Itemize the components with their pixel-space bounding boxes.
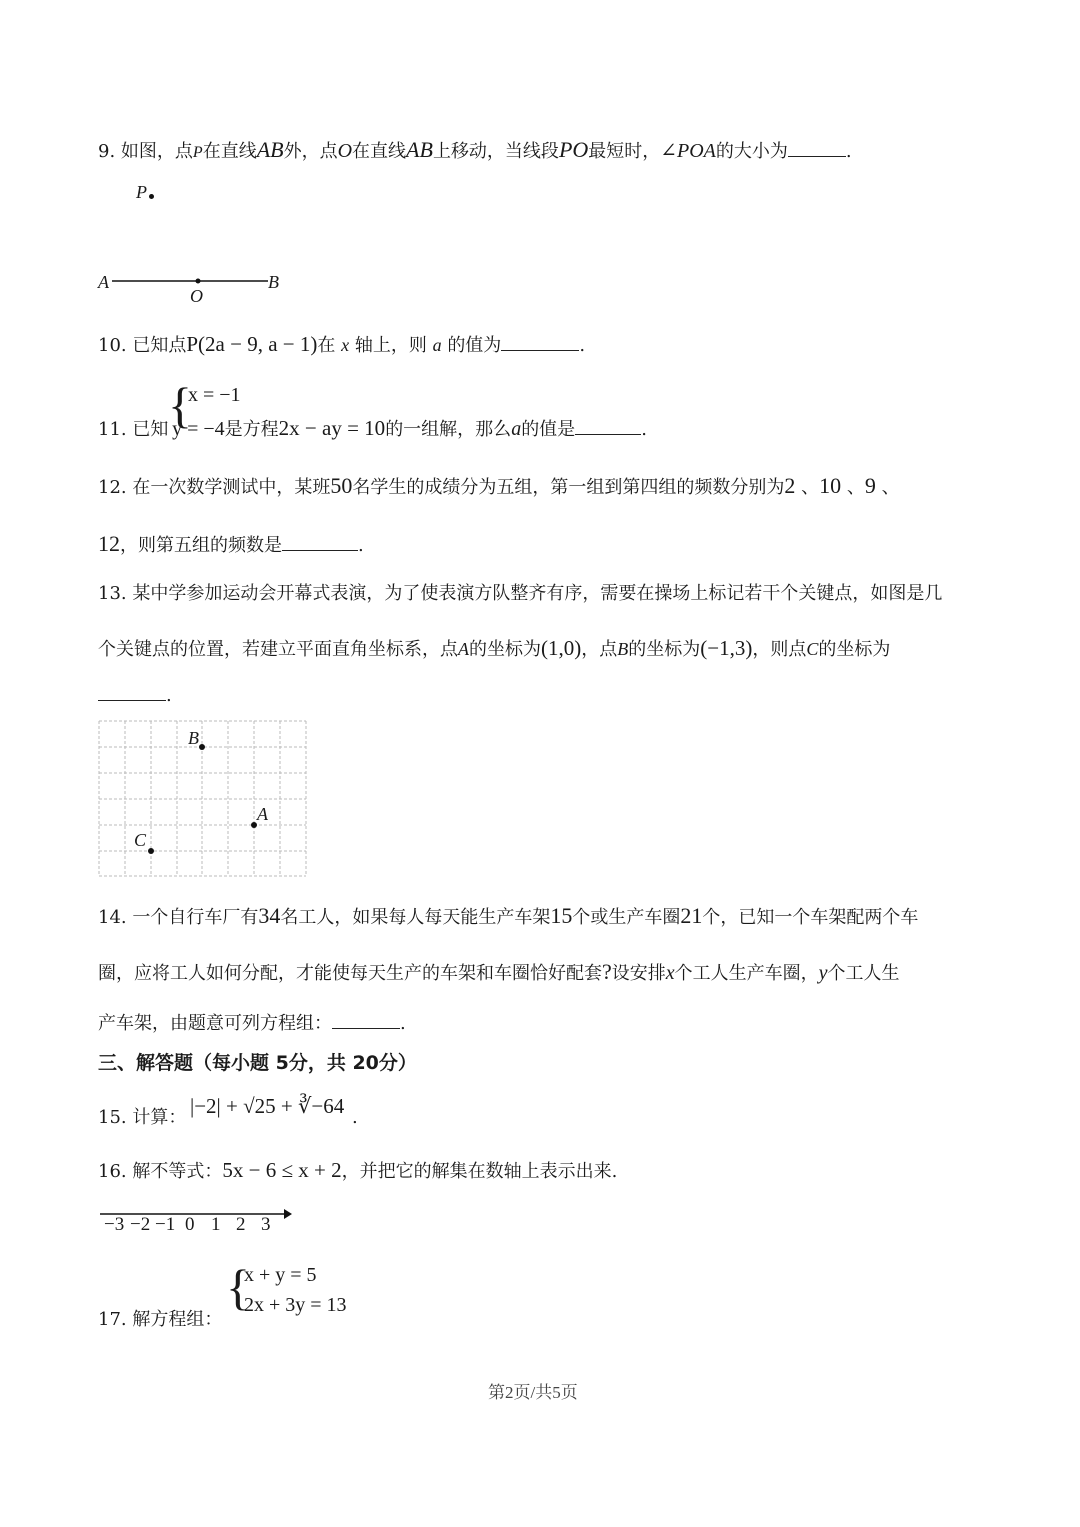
coord-b: (−1,3) [700,636,753,660]
question-number: 9. [98,141,116,162]
number-line-label-1: −3 [104,1214,125,1235]
coord-a: (1,0) [541,636,582,660]
answer-blank [501,332,579,351]
inequality: 5x − 6 ≤ x + 2 [222,1158,342,1182]
question-10: 10. 已知点P(2a − 9, a − 1)在 x 轴上，则 a 的值为 . [98,332,586,356]
number-line-label-7: 3 [261,1214,271,1235]
answer-blank [788,138,846,157]
system-17-eq-1: x + y = 5 [244,1264,317,1286]
system-brace: { [168,377,192,433]
question-14-line-3: 产车架，由题意可列方程组： . [98,1010,406,1036]
question-13: 13. 某中学参加运动会开幕式表演，为了使表演方队整齐有序，需要在操场上标记若干个关键点，如图是几 [98,583,943,604]
system-eq-1: x = −1 [188,384,241,406]
grid-label-b: B [188,728,199,748]
grid-label-c: C [134,830,147,850]
answer-blank [282,532,358,551]
line-ab [112,276,272,286]
grid-point-b [199,744,205,750]
question-12: 12. 在一次数学测试中，某班50名学生的成绩分为五组，第一组到第四组的频数分别为2 、10 、9 、 [98,473,900,498]
answer-blank [98,682,166,701]
question-13-line-2: 个关键点的位置，若建立平面直角坐标系，点A的坐标为(1,0)，点B的坐标为(−1,3)，则点C的坐标为 [98,636,891,660]
answer-blank [575,416,641,435]
point-p-dot [149,194,154,199]
question-15: 15. 计算： [98,1107,187,1128]
system-17-eq-2: 2x + 3y = 13 [244,1294,347,1316]
figure-9-label-b: B [268,272,279,292]
figure-9-label-o: O [190,286,203,306]
point-expression: P(2a − 9, a − 1) [186,332,318,356]
system-brace-17: { [226,1259,250,1315]
section-heading: 三、解答题（每小题 5分，共 20分） [98,1052,417,1074]
figure-9-label-a: A [98,272,109,292]
grid-point-c [148,848,154,854]
number-line-label-5: 1 [211,1214,221,1235]
question-17: 17. 解方程组： [98,1309,223,1330]
question-14-line-2: 圈，应将工人如何分配，才能使每天生产的车架和车圈恰好配套?设安排x个工人生产车圈，y个工人生 [98,959,900,984]
equation: 2x − ay = 10 [278,416,386,440]
question-14: 14. 一个自行车厂有34名工人，如果每人每天能生产车架15个或生产车圈21个，已知一个车架配两个车 [98,903,919,928]
answer-blank [332,1010,400,1029]
page-footer: 第2页/共5页 [488,1383,578,1402]
grid-figure [98,720,308,878]
question-9: 9. 如图，点P在直线AB外，点O在直线AB上移动，当线段PO最短时，∠POA的大小为 . [98,137,852,162]
number-line-label-3: −1 [155,1214,176,1235]
system-eq-2: y = −4 [172,418,225,440]
expression-15: |−2| + √25 + ∛−64 [190,1094,345,1118]
number-line-label-4: 0 [185,1214,195,1235]
number-line-label-6: 2 [236,1214,246,1235]
question-16: 16. 解不等式：5x − 6 ≤ x + 2，并把它的解集在数轴上表示出来. [98,1158,618,1182]
question-13-line-3: . [98,682,172,708]
number-line-label-2: −2 [130,1214,151,1235]
figure-9-label-p: P [136,182,147,202]
question-12-line-2: 12，则第五组的频数是 . [98,531,364,556]
question-11: 11. 已知 y = −4是方程2x − ay = 10的一组解，那么a的值是 . [98,416,647,440]
grid-label-a: A [257,804,268,824]
